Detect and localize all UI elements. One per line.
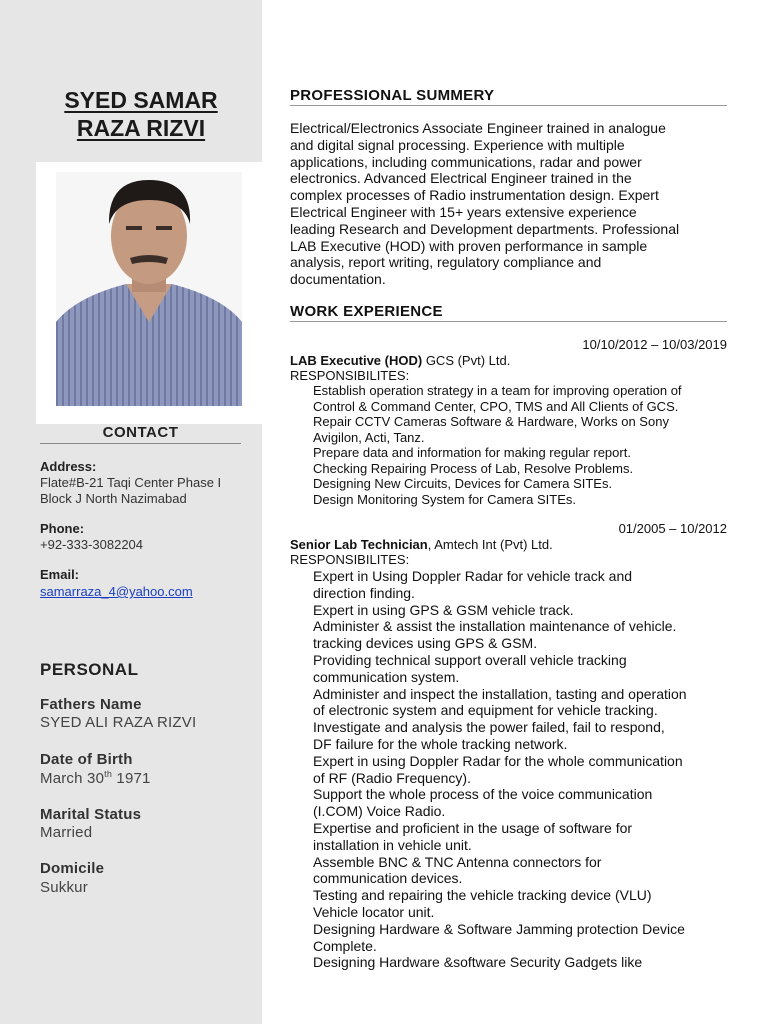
summary-line: Electrical Engineer with 15+ years extensive experience [290,203,637,220]
summary-line: Electrical/Electronics Associate Engineer trained in analogue [290,120,666,136]
candidate-name [30,86,252,142]
summary-line: applications, including communications, radar and power [290,153,642,170]
dob-suffix: th [104,769,113,779]
list-item: Assemble BNC & TNC Antenna connectors for [313,853,602,870]
profile-photo-frame [36,162,262,424]
dob-label: Date of Birth [40,751,133,768]
domicile-value: Sukkur [40,879,88,896]
list-item: Designing Hardware &software Security Gadgets like [313,954,643,971]
list-item: Providing technical support overall vehicle tracking [313,651,627,668]
list-item: direction finding. [313,584,415,601]
list-item: Support the whole process of the voice communication [313,786,653,803]
list-item: Expert in using GPS & GSM vehicle track. [313,601,574,618]
list-item: Complete. [313,937,377,954]
list-item: Design Monitoring System for Camera SITEs. [313,491,576,507]
job-1-company: GCS (Pvt) Ltd. [422,353,511,368]
job-1-title [290,353,727,368]
summary-line: LAB Executive (HOD) with proven performance in sample [290,237,648,254]
address-line-1: Flate#B-21 Taqi Center Phase I [40,475,222,490]
summary-line: electronics. Advanced Electrical Engineer trained in the [290,170,632,187]
fathers-name-label: Fathers Name [40,696,142,713]
name-line-1: SYED SAMAR [64,87,218,113]
list-item: Repair CCTV Cameras Software & Hardware, Works on Sony [313,414,669,429]
profile-photo [56,172,242,406]
list-item: tracking devices using GPS & GSM. [313,635,538,652]
job-2-position: Senior Lab Technician [290,537,428,552]
summary-line: analysis, report writing, regulatory compliance and [290,254,602,271]
marital-status-value: Married [40,824,93,841]
job-2-title [290,537,727,552]
list-item: (I.COM) Voice Radio. [313,803,446,820]
list-item: Expert in using Doppler Radar for the whole communication [313,752,683,769]
summary-line: and digital signal processing. Experience with multiple [290,136,625,153]
job-1-position: LAB Executive (HOD) [290,353,423,368]
summary-line: leading Research and Development departments. Professional [290,220,680,237]
job-2-resp-label: RESPONSIBILITES: [290,552,410,567]
job-2-responsibilities [313,568,727,971]
list-item: DF failure for the whole tracking network. [313,735,568,752]
email-link[interactable]: samarraza_4@yahoo.com [40,584,193,599]
contact-heading: CONTACT [40,424,241,444]
job-2-dates: 01/2005 – 10/2012 [618,521,727,536]
summary-text [290,120,727,288]
address-value [40,475,221,507]
summary-line: complex processes of Radio instrumentation design. Expert [290,187,659,204]
name-line-2: RAZA RIZVI [76,115,206,141]
list-item: Control & Command Center, CPO, TMS and All Clients of GCS. [313,398,679,414]
personal-heading: PERSONAL [40,660,139,679]
list-item: Vehicle locator unit. [313,903,435,920]
address-line-2: Block J North Nazimabad [40,491,187,506]
list-item: of RF (Radio Frequency). [313,769,471,786]
list-item: communication system. [313,668,460,685]
summary-line: documentation. [290,271,386,288]
list-item: installation in vehicle unit. [313,836,472,853]
marital-status-label: Marital Status [40,806,142,823]
list-item: Administer and inspect the installation, tasting and operation [313,685,687,702]
list-item: Designing Hardware & Software Jamming protection Device [313,920,685,937]
job-1-resp-label: RESPONSIBILITES: [290,368,410,383]
dob-value [40,769,151,787]
list-item: Establish operation strategy in a team for improving operation of [313,383,682,398]
job-2-company: , Amtech Int (Pvt) Ltd. [427,537,553,552]
phone-value: +92-333-3082204 [40,537,144,552]
list-item: Avigilon, Acti, Tanz. [313,429,425,445]
domicile-label: Domicile [40,860,105,877]
list-item: Expert in Using Doppler Radar for vehicle track and [313,568,633,584]
list-item: Testing and repairing the vehicle tracking device (VLU) [313,887,652,904]
job-1-dates: 10/10/2012 – 10/03/2019 [582,337,727,352]
list-item: communication devices. [313,870,463,887]
list-item: Prepare data and information for making regular report. [313,445,631,460]
list-item: Investigate and analysis the power failed, fail to respond, [313,719,665,736]
email-label: Email: [40,567,80,582]
list-item: of electronic system and equipment for vehicle tracking. [313,702,658,719]
list-item: Checking Repairing Process of Lab, Resolve Problems. [313,460,634,476]
work-heading: WORK EXPERIENCE [290,303,727,322]
phone-label: Phone: [40,521,85,536]
dob-year: 1971 [112,770,151,787]
list-item: Administer & assist the installation maintenance of vehicle. [313,618,677,635]
fathers-name-value: SYED ALI RAZA RIZVI [40,714,197,731]
list-item: Expertise and proficient in the usage of software for [313,819,633,836]
list-item: Designing New Circuits, Devices for Camera SITEs. [313,476,613,491]
job-1-responsibilities [313,383,727,507]
dob-month-day: March 30 [40,770,105,787]
summary-heading: PROFESSIONAL SUMMERY [290,87,727,106]
address-label: Address: [40,459,97,474]
